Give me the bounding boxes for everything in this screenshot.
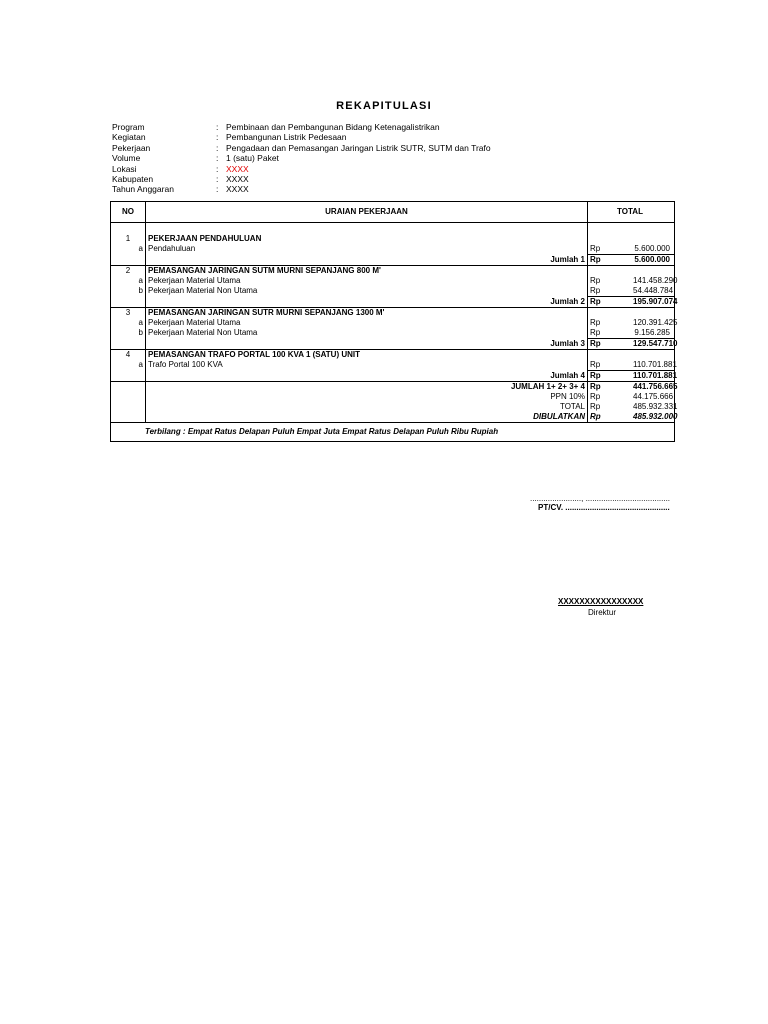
table-cell (111, 339, 146, 350)
table-cell (111, 371, 146, 382)
info-colon: : (216, 173, 219, 184)
info-colon: : (216, 184, 219, 195)
item-letter: b (111, 286, 146, 297)
item-letter: a (111, 360, 146, 371)
section-title: PEKERJAAN PENDAHULUAN (146, 234, 588, 244)
header-no: NO (111, 202, 146, 223)
section-title-row (111, 350, 675, 361)
table-cell (588, 223, 632, 235)
item-desc: Pendahuluan (146, 244, 588, 255)
item-letter: a (111, 318, 146, 328)
summary-rp: Rp (590, 392, 601, 401)
item-row (111, 276, 675, 286)
info-colon: : (216, 153, 219, 164)
section-no: 3 (111, 308, 146, 319)
terbilang-row (111, 423, 675, 442)
section-no: 4 (111, 350, 146, 361)
table-cell (631, 234, 675, 244)
section-title-row (111, 308, 675, 319)
item-value: 5.600.000 (631, 244, 675, 255)
item-rp: Rp (588, 286, 632, 297)
jumlah-label: Jumlah 2 (146, 297, 588, 308)
section-title: PEMASANGAN TRAFO PORTAL 100 KVA 1 (SATU) UNIT (146, 350, 588, 361)
info-label: Kegiatan (112, 132, 146, 143)
item-rp: Rp (590, 276, 601, 285)
item-rp: Rp (588, 244, 632, 255)
item-letter: b (111, 328, 146, 339)
table-cell (588, 350, 632, 361)
table-header-row (111, 202, 675, 223)
item-value: 141.458.290 (633, 276, 678, 285)
page-title: REKAPITULASI (336, 100, 432, 112)
info-row (112, 174, 491, 184)
section-title: PEMASANGAN JARINGAN SUTM MURNI SEPANJANG 800 M' (146, 266, 588, 277)
summary-value: 485.932.331 (633, 402, 678, 411)
item-value: 54.448.784 (633, 286, 674, 295)
table-cell (631, 308, 675, 319)
section-no: 1 (111, 234, 146, 244)
info-row (112, 164, 491, 174)
info-colon: : (216, 163, 219, 174)
summary-row (111, 392, 675, 402)
item-row (111, 318, 675, 328)
info-label: Volume (112, 153, 141, 164)
table-cell (588, 308, 632, 319)
table-cell (111, 402, 146, 412)
summary-value: 441.756.665 (633, 382, 678, 391)
info-value: Pembinaan dan Pembangunan Bidang Ketenagalistrikan (226, 122, 440, 132)
item-row (111, 328, 675, 339)
table-cell (631, 223, 675, 235)
item-row (111, 244, 675, 255)
table-cell (111, 255, 146, 266)
item-letter: a (111, 276, 146, 286)
table-cell (631, 266, 675, 277)
summary-label: JUMLAH 1+ 2+ 3+ 4 (146, 382, 588, 393)
table-cell (111, 412, 146, 423)
info-row (112, 143, 491, 153)
info-value: XXXX (226, 163, 249, 174)
table-cell (588, 234, 632, 244)
signature-role: Direktur (588, 608, 617, 617)
info-value: XXXX (226, 184, 249, 195)
info-label: Tahun Anggaran (112, 184, 174, 195)
jumlah-label: Jumlah 3 (146, 339, 588, 350)
table-cell (111, 297, 146, 308)
item-row (111, 286, 675, 297)
item-desc: Pekerjaan Material Non Utama (146, 328, 588, 339)
jumlah-label: Jumlah 1 (146, 255, 588, 266)
info-colon: : (216, 122, 219, 132)
recap-table (110, 201, 678, 442)
info-value: XXXX (226, 173, 249, 184)
info-row (112, 122, 491, 132)
summary-rp: Rp (590, 412, 601, 421)
header-total: TOTAL (588, 202, 675, 223)
summary-value: 44.175.666 (633, 392, 674, 401)
jumlah-row (111, 371, 675, 382)
item-value: 110.701.881 (633, 360, 677, 369)
jumlah-rp: Rp (588, 371, 632, 382)
summary-label: TOTAL (146, 402, 588, 412)
item-rp: Rp (588, 360, 632, 371)
header-uraian: URAIAN PEKERJAAN (146, 202, 588, 223)
info-value: Pembangunan Listrik Pedesaan (226, 132, 347, 143)
item-desc: Pekerjaan Material Utama (146, 318, 588, 328)
jumlah-row (111, 297, 675, 308)
section-title-row (111, 234, 675, 244)
info-value: 1 (satu) Paket (226, 153, 279, 164)
summary-row (111, 412, 675, 423)
table-cell (588, 266, 632, 277)
jumlah-value: 195.907.074 (633, 297, 678, 306)
table-cell (146, 223, 588, 235)
info-row (112, 132, 491, 142)
summary-rp: Rp (590, 402, 601, 411)
jumlah-rp: Rp (588, 255, 632, 266)
item-rp: Rp (590, 318, 601, 327)
summary-value: 485.932.000 (633, 412, 678, 421)
section-title-row (111, 266, 675, 277)
jumlah-value: 129.547.710 (633, 339, 678, 348)
item-rp: Rp (588, 328, 632, 339)
jumlah-rp: Rp (588, 339, 632, 350)
signature-place-date: ......................., ...................................... (530, 494, 671, 503)
info-value: Pengadaan dan Pemasangan Jaringan Listrik SUTR, SUTM dan Trafo (226, 142, 491, 153)
info-label: Program (112, 122, 145, 132)
item-value: 9.156.285 (631, 328, 675, 339)
table-cell (111, 382, 146, 393)
info-block (112, 122, 491, 195)
info-label: Pekerjaan (112, 142, 151, 153)
jumlah-row (111, 339, 675, 350)
summary-label: PPN 10% (146, 392, 588, 402)
jumlah-value: 110.701.881 (633, 371, 678, 380)
item-row (111, 360, 675, 371)
summary-rp: Rp (588, 382, 632, 393)
info-row (112, 184, 491, 194)
signature-company: PT/CV. ............................................... (538, 503, 670, 512)
jumlah-value: 5.600.000 (631, 255, 675, 266)
spacer-row (111, 223, 675, 235)
summary-label: DIBULATKAN (146, 412, 588, 423)
summary-row (111, 402, 675, 412)
signature-name: XXXXXXXXXXXXXXXX (558, 597, 644, 606)
info-label: Kabupaten (112, 173, 154, 184)
table-cell (111, 392, 146, 402)
summary-row (111, 382, 675, 393)
table-cell (111, 223, 146, 235)
jumlah-label: Jumlah 4 (146, 371, 588, 382)
info-colon: : (216, 142, 219, 153)
item-value: 120.391.425 (633, 318, 678, 327)
info-row (112, 153, 491, 163)
jumlah-row (111, 255, 675, 266)
item-desc: Trafo Portal 100 KVA (146, 360, 588, 371)
terbilang-text: Terbilang : Empat Ratus Delapan Puluh Empat Juta Empat Ratus Delapan Puluh Ribu Rupiah (111, 423, 675, 442)
jumlah-rp: Rp (588, 297, 632, 308)
section-no: 2 (111, 266, 146, 277)
table-cell (631, 350, 675, 361)
item-letter: a (111, 244, 146, 255)
info-label: Lokasi (112, 163, 137, 174)
item-desc: Pekerjaan Material Utama (146, 276, 588, 286)
item-desc: Pekerjaan Material Non Utama (146, 286, 588, 297)
info-colon: : (216, 132, 219, 143)
section-title: PEMASANGAN JARINGAN SUTR MURNI SEPANJANG 1300 M' (146, 308, 588, 319)
